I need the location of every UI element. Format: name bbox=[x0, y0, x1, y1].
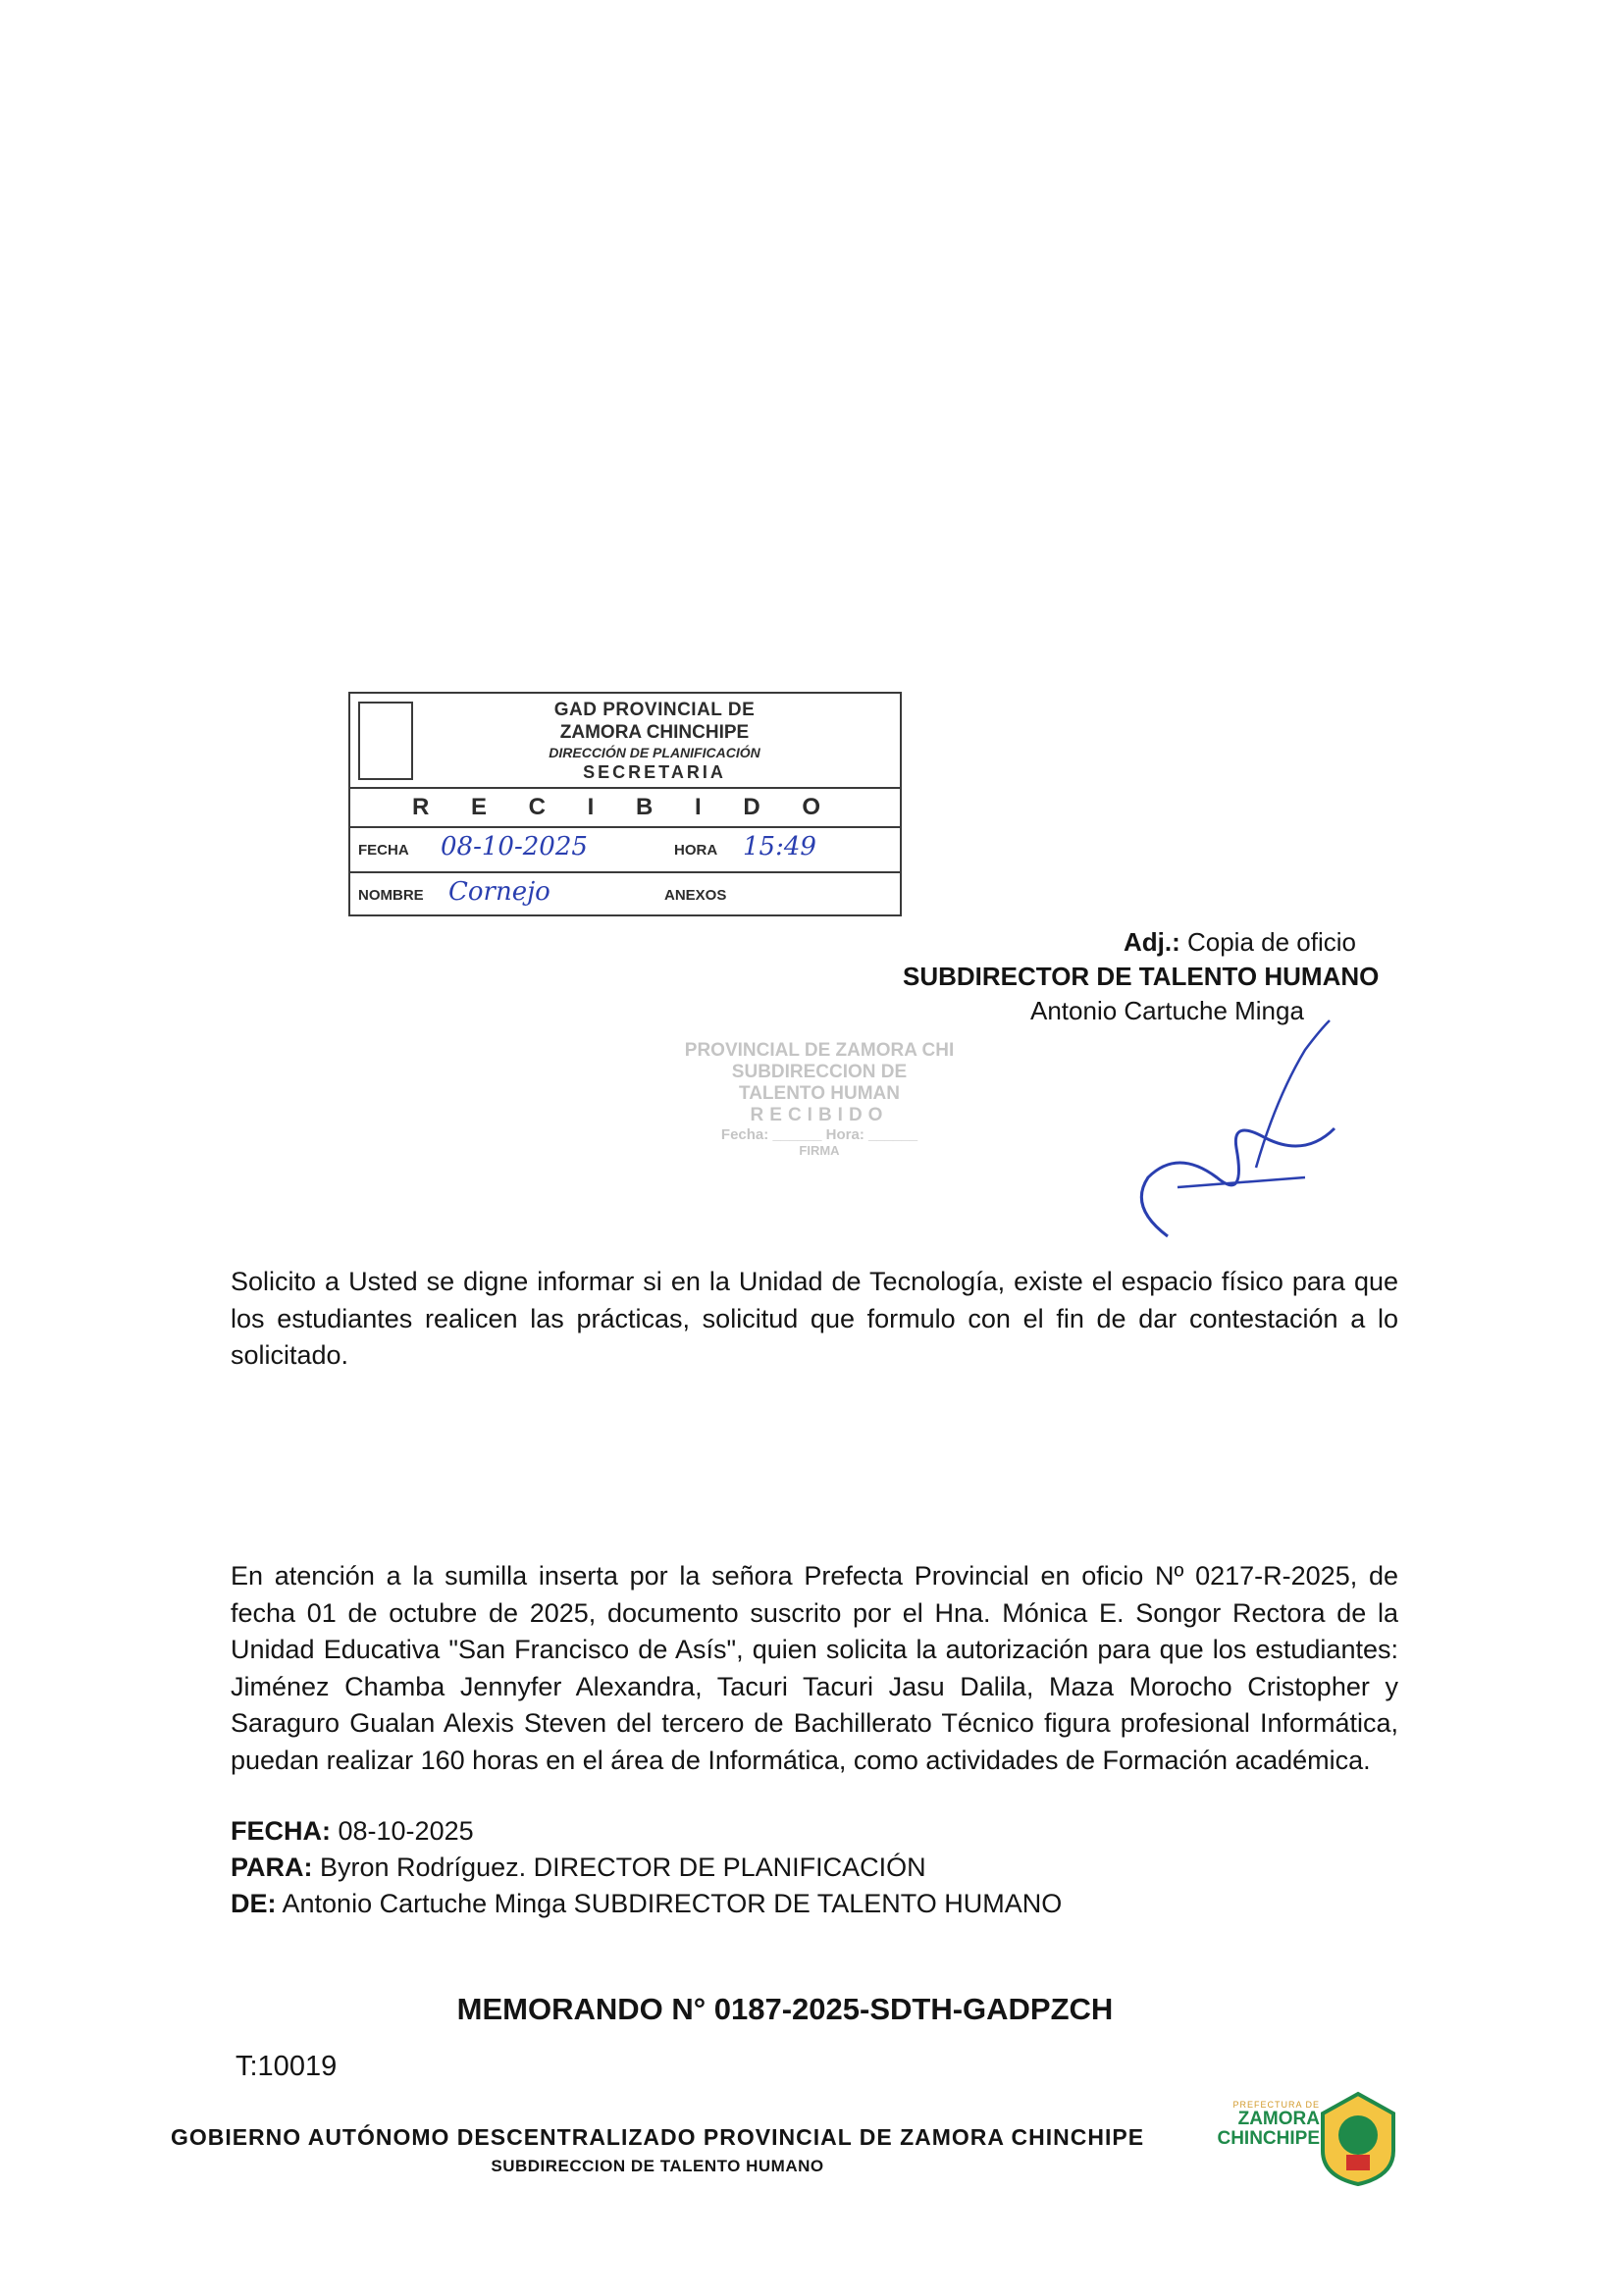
faded-stamp-line-3: TALENTO HUMAN bbox=[739, 1083, 900, 1104]
from-line bbox=[231, 1889, 1062, 1919]
stamp-nombre-row bbox=[350, 873, 900, 916]
faded-stamp-firma: FIRMA bbox=[799, 1143, 840, 1158]
signer-title: SUBDIRECTOR DE TALENTO HUMANO bbox=[903, 962, 1380, 991]
body-paragraph-1: En atención a la sumilla inserta por la señora Prefecta Provincial en oficio Nº 0217-R-2025, de fecha 01 de octubre de 2025, documento suscrito por el Hna. Mónica E. Songor Rectora de la Unidad Educativa "San Francisco de Asís", quien solicita la autorización para que los estudiantes: Jiménez Chamba Jennyfer Alexandra, Tacuri Tacuri Jasu Dalila, Maza Morocho Cristopher y Saraguro Gualan Alexis Steven del tercero de Bachillerato Técnico figura profesional Informática, puedan realizar 160 horas en el área de Informática, como actividades de Formación académica. bbox=[231, 1561, 1398, 1775]
stamp-header bbox=[350, 694, 900, 789]
faded-stamp-fecha-hora: Fecha: ______ Hora: ______ bbox=[720, 1126, 918, 1143]
signer-name: Antonio Cartuche Minga bbox=[1030, 996, 1304, 1025]
to-label: PARA: bbox=[231, 1852, 313, 1882]
date-label: FECHA: bbox=[231, 1816, 331, 1846]
planificacion-received-stamp bbox=[348, 692, 902, 916]
talento-humano-received-stamp bbox=[628, 1040, 1011, 1217]
faded-stamp-recibido: RECIBIDO bbox=[750, 1105, 889, 1125]
attachment-value: Copia de oficio bbox=[1179, 927, 1356, 957]
stamp-line-1: GAD PROVINCIAL DE bbox=[553, 700, 756, 720]
brand-small-text: PREFECTURA DE bbox=[1232, 2100, 1320, 2110]
date-line bbox=[231, 1816, 474, 1847]
brand-text bbox=[1212, 2100, 1320, 2149]
body-paragraph-2: Solicito a Usted se digne informar si en la Unidad de Tecnología, existe el espacio físico para que los estudiantes realicen las prácticas, solicitud que formulo con el fin de dar contestación a lo solicitado. bbox=[231, 1267, 1398, 1370]
memo-title: MEMORANDO N° 0187-2025-SDTH-GADPZCH bbox=[456, 1992, 1114, 2026]
brand-chinchipe: CHINCHIPE bbox=[1217, 2128, 1320, 2149]
handwritten-signature bbox=[1109, 1011, 1364, 1246]
stamp-line-4: SECRETARIA bbox=[583, 762, 726, 782]
stamp-anexos-label: ANEXOS bbox=[664, 887, 727, 904]
to-line bbox=[231, 1852, 926, 1883]
brand-zamora: ZAMORA bbox=[1237, 2109, 1320, 2129]
stamp-hora-label: HORA bbox=[674, 842, 718, 859]
faded-stamp-line-2: SUBDIRECCION DE bbox=[731, 1062, 908, 1082]
from-value: Antonio Cartuche Minga SUBDIRECTOR DE TALENTO HUMANO bbox=[276, 1889, 1063, 1918]
stamp-recibido: R E C I B I D O bbox=[350, 789, 900, 828]
prefectura-logo bbox=[1315, 2090, 1401, 2188]
date-value: 08-10-2025 bbox=[331, 1816, 474, 1846]
stamp-seal-icon bbox=[358, 702, 413, 780]
faded-stamp-line-1: PROVINCIAL DE ZAMORA CHI bbox=[684, 1040, 955, 1061]
organization-title: GOBIERNO AUTÓNOMO DESCENTRALIZADO PROVINCIAL DE ZAMORA CHINCHIPE bbox=[170, 2124, 1145, 2150]
attachment-label: Adj.: bbox=[1124, 927, 1180, 957]
stamp-fecha-label: FECHA bbox=[358, 842, 409, 859]
stamp-fecha-value: 08-10-2025 bbox=[441, 832, 588, 861]
subunit-title: SUBDIRECCION DE TALENTO HUMANO bbox=[491, 2157, 824, 2175]
attachment-line bbox=[1124, 927, 1356, 958]
stamp-line-2: ZAMORA CHINCHIPE bbox=[559, 722, 750, 743]
faded-stamp-hora-label: Hora: bbox=[825, 1126, 864, 1143]
to-value: Byron Rodríguez. DIRECTOR DE PLANIFICACIÓN bbox=[312, 1852, 926, 1882]
stamp-fecha-row bbox=[350, 828, 900, 873]
faded-stamp-fecha-label: Fecha: bbox=[720, 1126, 769, 1143]
stamp-hora-value: 15:49 bbox=[743, 832, 816, 861]
from-label: DE: bbox=[231, 1889, 277, 1918]
tracking-number: T:10019 bbox=[236, 2051, 338, 2082]
stamp-nombre-label: NOMBRE bbox=[358, 887, 424, 904]
stamp-line-3: DIRECCIÓN DE PLANIFICACIÓN bbox=[549, 745, 760, 760]
stamp-nombre-value: Cornejo bbox=[448, 877, 550, 907]
